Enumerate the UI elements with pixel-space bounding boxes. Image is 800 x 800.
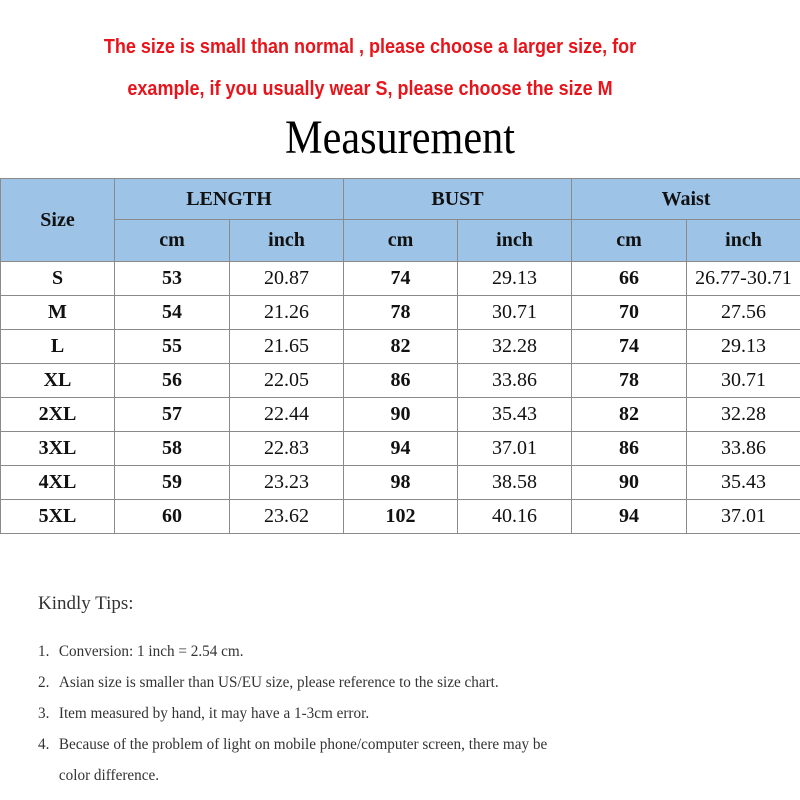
size-cell: S bbox=[1, 262, 115, 296]
bust-inch-cell: 38.58 bbox=[458, 466, 572, 500]
length-cm-cell: 58 bbox=[115, 432, 230, 466]
waist-cm-cell: 86 bbox=[572, 432, 687, 466]
size-notice-line-2: example, if you usually wear S, please choose the size M bbox=[127, 78, 613, 100]
table-row bbox=[1, 364, 800, 398]
size-chart-table bbox=[0, 178, 800, 534]
bust-cm-cell: 78 bbox=[344, 296, 458, 330]
length-cm-cell: 56 bbox=[115, 364, 230, 398]
length-inch-cell: 23.62 bbox=[230, 500, 344, 534]
table-row bbox=[1, 500, 800, 534]
tip-text: Item measured by hand, it may have a 1-3cm error. bbox=[58, 705, 370, 722]
table-row bbox=[1, 398, 800, 432]
length-inch-cell: 21.65 bbox=[230, 330, 344, 364]
header-unit: cm bbox=[572, 220, 687, 262]
waist-cm-cell: 90 bbox=[572, 466, 687, 500]
bust-inch-cell: 40.16 bbox=[458, 500, 572, 534]
bust-cm-cell: 98 bbox=[344, 466, 458, 500]
header-bust: BUST bbox=[344, 179, 572, 220]
tip-text: Asian size is smaller than US/EU size, please reference to the size chart. bbox=[58, 674, 499, 691]
bust-inch-cell: 29.13 bbox=[458, 262, 572, 296]
header-waist: Waist bbox=[572, 179, 800, 220]
waist-inch-cell: 35.43 bbox=[687, 466, 800, 500]
size-cell: 3XL bbox=[1, 432, 115, 466]
length-cm-cell: 57 bbox=[115, 398, 230, 432]
list-item bbox=[38, 729, 741, 791]
length-inch-cell: 22.05 bbox=[230, 364, 344, 398]
tips-heading: Kindly Tips: bbox=[38, 593, 134, 614]
tip-number: 3. bbox=[38, 705, 50, 722]
bust-cm-cell: 102 bbox=[344, 500, 458, 534]
table-row bbox=[1, 466, 800, 500]
list-item bbox=[38, 667, 741, 698]
length-inch-cell: 23.23 bbox=[230, 466, 344, 500]
list-item bbox=[38, 636, 741, 667]
bust-cm-cell: 82 bbox=[344, 330, 458, 364]
waist-inch-cell: 27.56 bbox=[687, 296, 800, 330]
table-row bbox=[1, 330, 800, 364]
bust-inch-cell: 33.86 bbox=[458, 364, 572, 398]
bust-inch-cell: 30.71 bbox=[458, 296, 572, 330]
bust-cm-cell: 86 bbox=[344, 364, 458, 398]
bust-cm-cell: 94 bbox=[344, 432, 458, 466]
waist-cm-cell: 66 bbox=[572, 262, 687, 296]
length-cm-cell: 60 bbox=[115, 500, 230, 534]
bust-inch-cell: 35.43 bbox=[458, 398, 572, 432]
size-cell: XL bbox=[1, 364, 115, 398]
tip-text: Conversion: 1 inch = 2.54 cm. bbox=[58, 643, 244, 660]
waist-inch-cell: 30.71 bbox=[687, 364, 800, 398]
length-inch-cell: 20.87 bbox=[230, 262, 344, 296]
size-cell: M bbox=[1, 296, 115, 330]
waist-cm-cell: 94 bbox=[572, 500, 687, 534]
page-title: Measurement bbox=[285, 111, 515, 164]
bust-cm-cell: 74 bbox=[344, 262, 458, 296]
size-cell: L bbox=[1, 330, 115, 364]
waist-inch-cell: 33.86 bbox=[687, 432, 800, 466]
bust-cm-cell: 90 bbox=[344, 398, 458, 432]
header-unit: cm bbox=[115, 220, 230, 262]
table-row bbox=[1, 262, 800, 296]
length-cm-cell: 59 bbox=[115, 466, 230, 500]
waist-cm-cell: 78 bbox=[572, 364, 687, 398]
size-cell: 5XL bbox=[1, 500, 115, 534]
table-row bbox=[1, 296, 800, 330]
header-length: LENGTH bbox=[115, 179, 344, 220]
length-cm-cell: 55 bbox=[115, 330, 230, 364]
header-unit: inch bbox=[687, 220, 800, 262]
waist-cm-cell: 70 bbox=[572, 296, 687, 330]
bust-inch-cell: 37.01 bbox=[458, 432, 572, 466]
waist-inch-cell: 32.28 bbox=[687, 398, 800, 432]
tip-text: Because of the problem of light on mobile phone/computer screen, there may be bbox=[58, 736, 548, 753]
length-inch-cell: 21.26 bbox=[230, 296, 344, 330]
list-item bbox=[38, 698, 741, 729]
header-unit: inch bbox=[230, 220, 344, 262]
waist-inch-cell: 26.77-30.71 bbox=[687, 262, 800, 296]
bust-inch-cell: 32.28 bbox=[458, 330, 572, 364]
size-cell: 4XL bbox=[1, 466, 115, 500]
length-cm-cell: 54 bbox=[115, 296, 230, 330]
tip-number: 4. bbox=[38, 736, 50, 753]
waist-cm-cell: 82 bbox=[572, 398, 687, 432]
waist-inch-cell: 29.13 bbox=[687, 330, 800, 364]
length-inch-cell: 22.44 bbox=[230, 398, 344, 432]
table-row bbox=[1, 432, 800, 466]
tips-list bbox=[38, 636, 778, 791]
waist-cm-cell: 74 bbox=[572, 330, 687, 364]
tip-number: 1. bbox=[38, 643, 50, 660]
waist-inch-cell: 37.01 bbox=[687, 500, 800, 534]
size-cell: 2XL bbox=[1, 398, 115, 432]
length-cm-cell: 53 bbox=[115, 262, 230, 296]
length-inch-cell: 22.83 bbox=[230, 432, 344, 466]
tip-number: 2. bbox=[38, 674, 50, 691]
header-unit: inch bbox=[458, 220, 572, 262]
header-size: Size bbox=[1, 179, 115, 262]
size-notice-line-1: The size is small than normal , please choose a larger size, for bbox=[103, 36, 637, 58]
tip-text-continued: color difference. bbox=[58, 767, 160, 784]
header-unit: cm bbox=[344, 220, 458, 262]
